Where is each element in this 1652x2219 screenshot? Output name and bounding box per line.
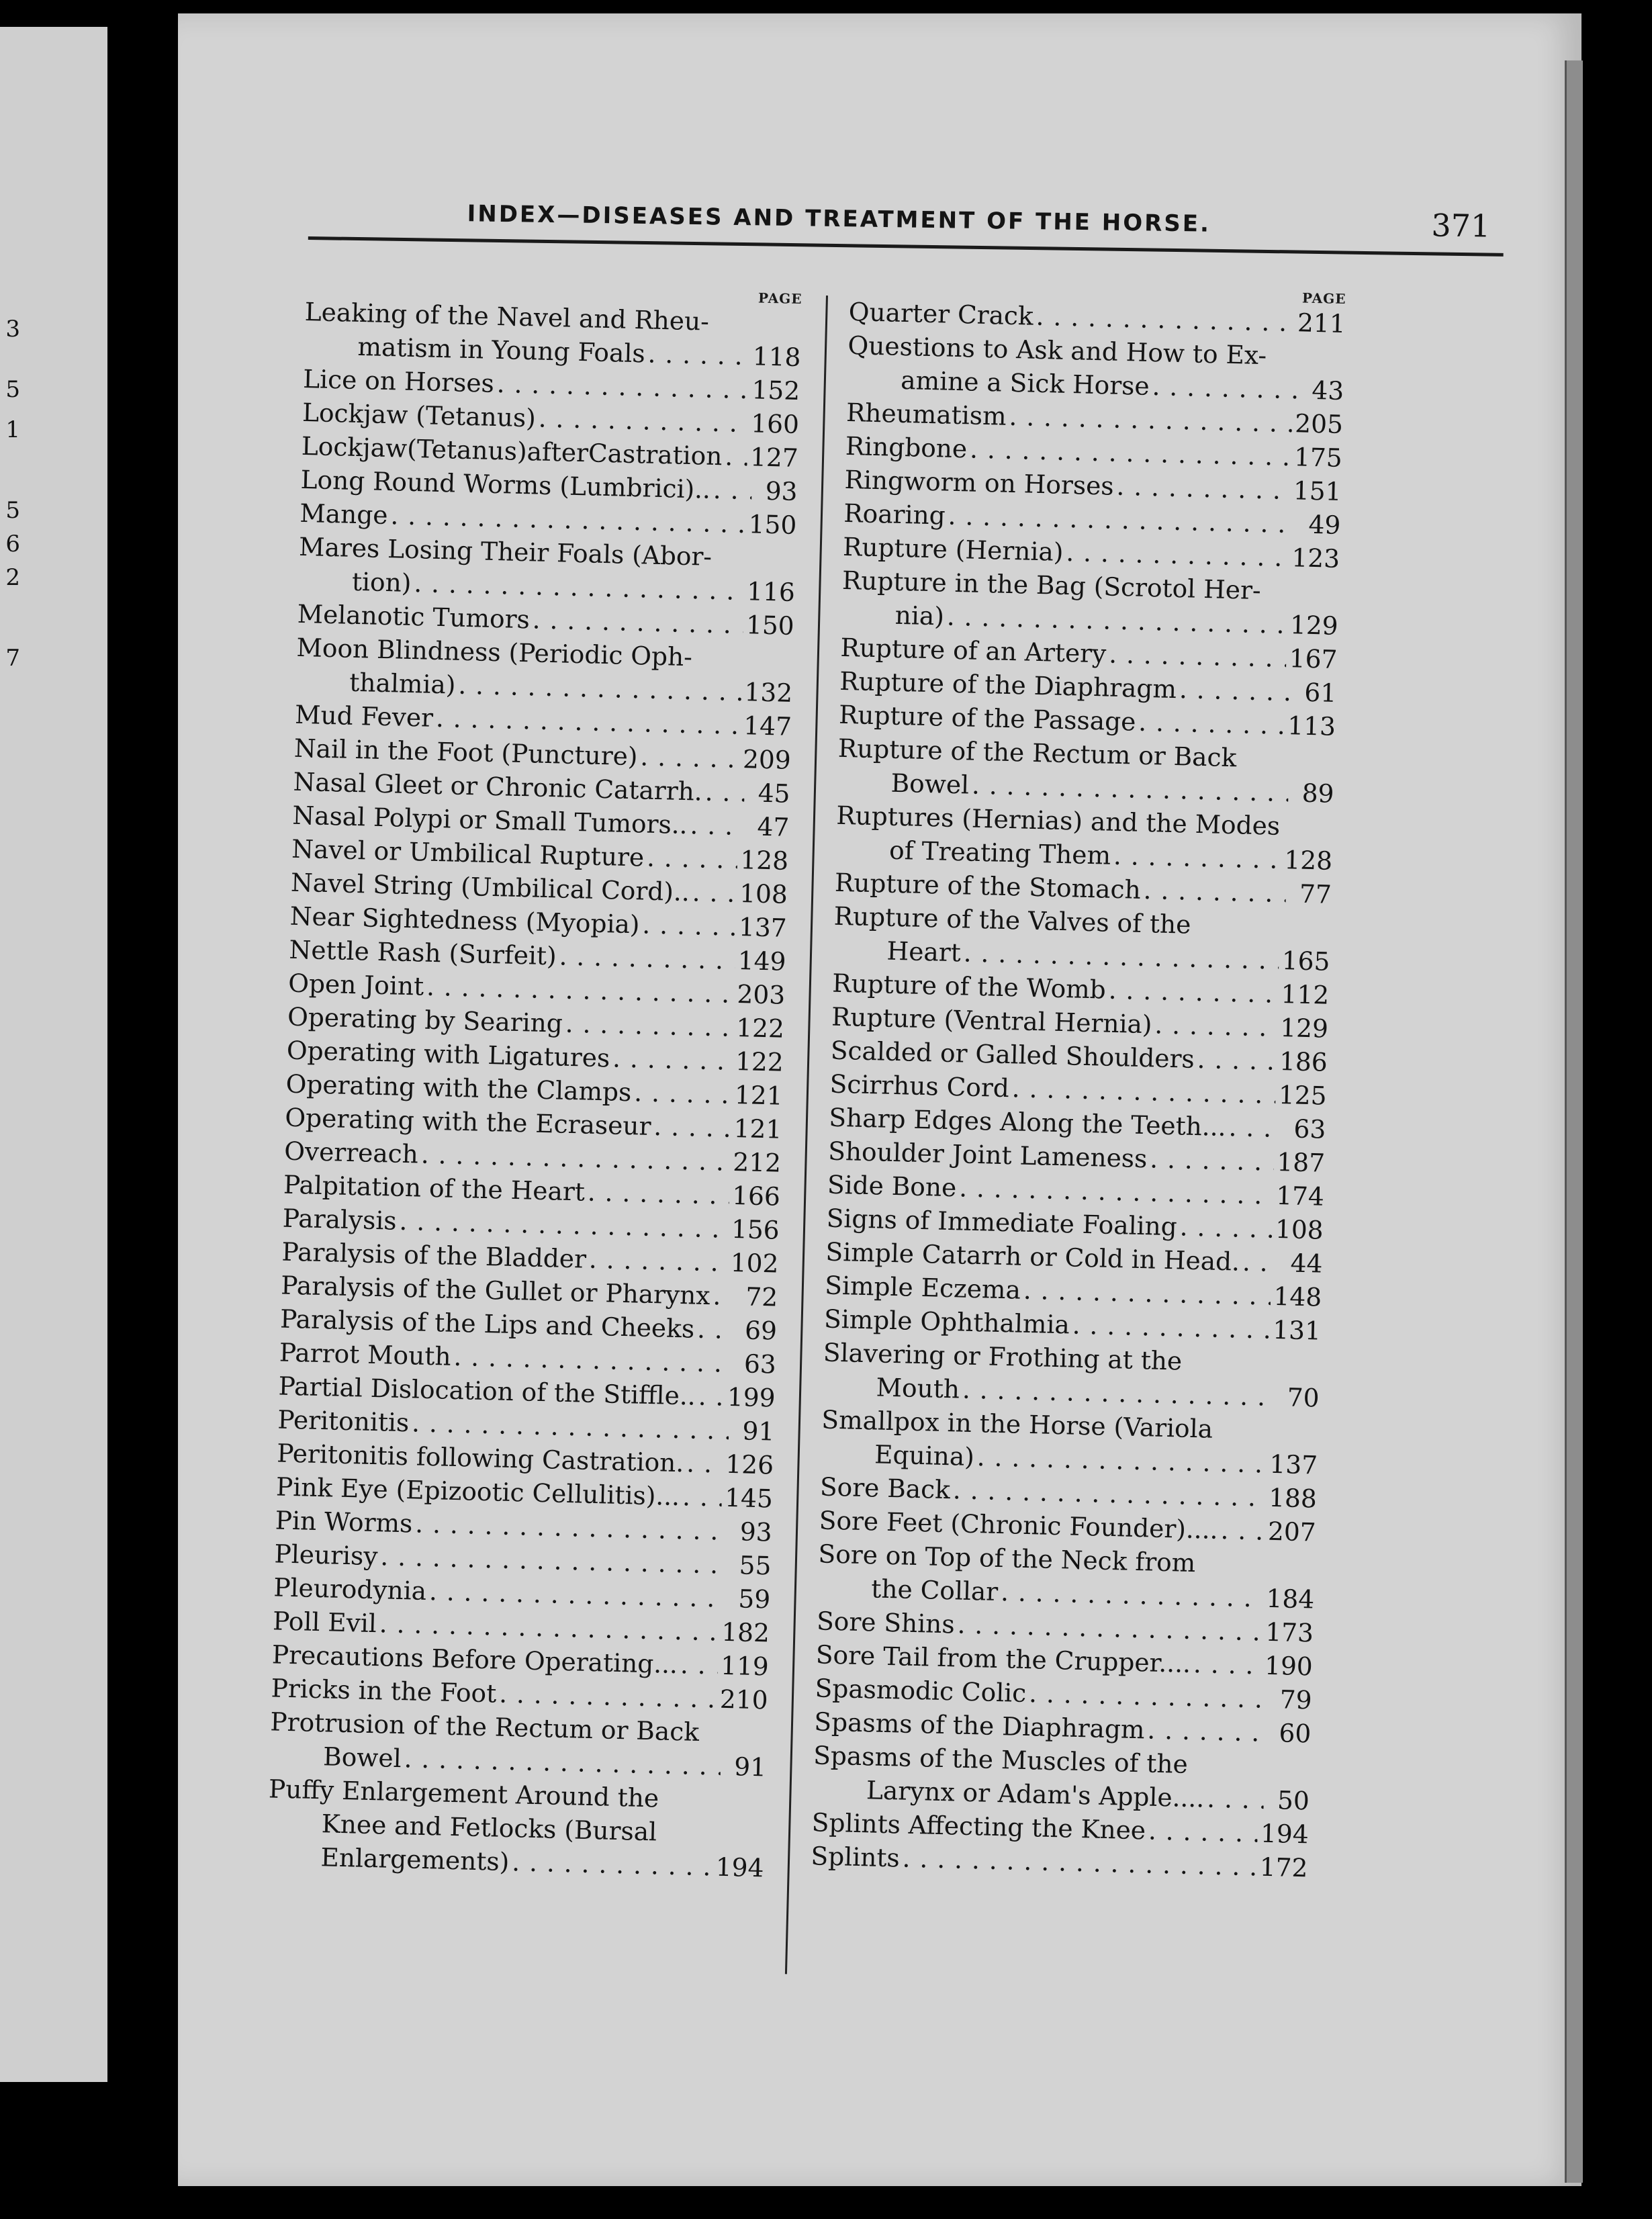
- entry-text-line: Partial Dislocation of the Stiffle..: [278, 1371, 696, 1411]
- entry-text-line: Rupture of the Stomach: [834, 867, 1142, 905]
- entry-text-line: tion): [351, 566, 412, 598]
- entry-page-number: 152: [751, 375, 800, 406]
- entry-text-line: Sore Shins: [816, 1606, 956, 1639]
- entry-page-number: 91: [733, 1752, 767, 1782]
- entry-page-number: 63: [743, 1349, 777, 1379]
- dot-leader: [1029, 1676, 1267, 1716]
- entry-page-number: 132: [744, 677, 793, 708]
- entry-text-line: Operating with Ligatures: [286, 1035, 610, 1073]
- index-column-left: [263, 279, 802, 2009]
- entry-text-line: Paralysis of the Bladder: [281, 1236, 587, 1274]
- entry-text-line: Nail in the Foot (Puncture): [293, 733, 639, 772]
- entry-text-line: Shoulder Joint Lameness: [827, 1136, 1148, 1174]
- dot-leader: [1109, 637, 1287, 675]
- entry-text-line: Simple Ophthalmia: [823, 1304, 1070, 1340]
- entry-text-line: Operating with the Ecraseur: [284, 1102, 651, 1141]
- index-entry: [847, 328, 1345, 408]
- entry-page-number: 121: [733, 1113, 782, 1144]
- entry-text-line: Mares Losing Their Foals (Abor-: [298, 531, 713, 572]
- entry-text-line: Pink Eye (Epizootic Cellulitis)...: [275, 1471, 680, 1512]
- entry-text-line: Paralysis of the Gullet or Pharynx: [280, 1270, 711, 1311]
- entry-page-number: 69: [744, 1315, 778, 1346]
- entry-page-number: 59: [737, 1584, 771, 1615]
- entry-page-number: 89: [1301, 778, 1335, 809]
- entry-page-number: 156: [731, 1214, 780, 1245]
- entry-page-number: 211: [1297, 308, 1346, 339]
- entry-text-line: Puffy Enlargement Around the: [268, 1774, 659, 1813]
- dot-leader: [713, 1279, 733, 1313]
- entry-page-number: 61: [1303, 677, 1337, 708]
- entry-page-number: 150: [748, 509, 797, 540]
- entry-page-number: 126: [725, 1449, 774, 1480]
- entry-page-number: 167: [1289, 643, 1338, 674]
- entry-text-line: Navel String (Umbilical Cord)..: [290, 867, 690, 907]
- entry-page-number: 116: [746, 576, 796, 607]
- entry-page-number: 174: [1275, 1180, 1325, 1212]
- dot-leader: [612, 1042, 733, 1078]
- index-entry: [295, 631, 794, 710]
- dot-leader: [697, 1312, 732, 1347]
- entry-page-number: 205: [1294, 408, 1344, 440]
- index-entry: [837, 731, 1335, 811]
- entry-page-number: 160: [750, 408, 800, 440]
- entry-text-line: Signs of Immediate Foaling: [826, 1203, 1178, 1242]
- entry-page-number: 128: [1283, 845, 1333, 876]
- entry-text-line: Rupture (Ventral Hernia): [831, 1001, 1153, 1040]
- dot-leader: [1152, 369, 1299, 406]
- entry-text-line: Sore Feet (Chronic Founder)....: [819, 1505, 1219, 1545]
- entry-page-number: 44: [1290, 1248, 1323, 1279]
- dot-leader: [1193, 1647, 1262, 1682]
- entry-text-line: Heart: [886, 936, 962, 968]
- entry-page-number: 194: [715, 1852, 764, 1883]
- entry-page-number: 209: [742, 744, 792, 775]
- previous-page-mark: 2: [5, 564, 20, 591]
- entry-text-line: Rupture of an Artery: [840, 632, 1107, 669]
- dot-leader: [1154, 1007, 1278, 1044]
- entry-text-line: Paralysis: [282, 1203, 398, 1236]
- dot-leader: [647, 841, 739, 876]
- dot-leader: [647, 336, 750, 373]
- entry-text-line: Poll Evil: [272, 1606, 377, 1639]
- entry-page-number: 118: [752, 341, 801, 373]
- page-number: 371: [1431, 207, 1491, 244]
- entry-text-line: Lockjaw (Tetanus): [302, 397, 537, 433]
- entry-text-line: Long Round Worms (Lumbrici)..: [300, 464, 711, 504]
- entry-text-line: Rupture in the Bag (Scrotol Her-: [841, 565, 1262, 606]
- entry-text-line: of Treating Them: [888, 835, 1111, 870]
- entry-text-line: Sore Tail from the Crupper....: [815, 1639, 1191, 1679]
- dot-leader: [1179, 672, 1291, 709]
- entry-text-line: Simple Eczema: [824, 1270, 1021, 1305]
- entry-text-line: Bowel: [890, 768, 970, 800]
- page-title: INDEX—DISEASES AND TREATMENT OF THE HORSE.: [467, 200, 1211, 238]
- entry-page-number: 137: [738, 912, 788, 943]
- index-column-right: [807, 279, 1346, 2009]
- entry-page-number: 212: [732, 1146, 782, 1178]
- dot-leader: [512, 1845, 714, 1883]
- previous-page-mark: 6: [5, 531, 20, 557]
- entry-text-line: amine a Sick Horse: [900, 365, 1150, 401]
- entry-page-number: 43: [1311, 375, 1344, 406]
- dot-leader: [1113, 839, 1282, 876]
- entry-text-line: Precautions Before Operating...: [271, 1639, 678, 1680]
- entry-text-line: Slavering or Frothing at the: [823, 1337, 1183, 1376]
- previous-page-mark: 5: [5, 376, 20, 403]
- dot-leader: [1023, 1273, 1271, 1313]
- entry-text-line: Parrot Mouth: [279, 1337, 452, 1371]
- previous-page-mark: 7: [5, 645, 20, 672]
- entry-text-line: Larynx or Adam's Apple....: [866, 1775, 1205, 1813]
- entry-text-line: thalmia): [349, 667, 456, 700]
- index-entry: [822, 1336, 1320, 1415]
- dot-leader: [496, 367, 749, 406]
- entry-text-line: Peritonitis: [277, 1404, 410, 1438]
- entry-text-line: Paralysis of the Lips and Cheeks: [279, 1304, 695, 1344]
- entry-text-line: Pleurisy: [274, 1539, 379, 1572]
- entry-page-number: 182: [721, 1617, 770, 1648]
- entry-text-line: Simple Catarrh or Cold in Head.: [825, 1236, 1240, 1277]
- dot-leader: [1066, 535, 1289, 574]
- previous-page-mark: 1: [5, 416, 20, 443]
- dot-leader: [725, 439, 748, 473]
- entry-text-line: Mud Fever: [294, 699, 434, 733]
- page-edge-shadow: [1565, 60, 1583, 2183]
- entry-page-number: 63: [1293, 1114, 1326, 1144]
- entry-page-number: 199: [727, 1382, 776, 1413]
- entry-page-number: 210: [719, 1684, 769, 1715]
- dot-leader: [653, 1110, 731, 1145]
- entry-text-line: Splints Affecting the Knee: [811, 1807, 1146, 1846]
- entry-page-number: 108: [739, 878, 788, 909]
- entry-text-line: Roaring: [843, 498, 946, 531]
- entry-text-line: Nettle Rash (Surfeit): [289, 934, 557, 971]
- dot-leader: [1150, 1142, 1275, 1179]
- entry-page-number: 203: [737, 979, 786, 1010]
- entry-text-line: Pin Worms: [275, 1505, 413, 1539]
- entry-page-number: 128: [739, 845, 789, 876]
- entry-text-line: Pleurodynia: [273, 1572, 427, 1606]
- entry-page-number: 190: [1264, 1650, 1314, 1682]
- entry-text-line: Melanotic Tumors: [297, 598, 531, 635]
- dot-leader: [634, 1075, 733, 1112]
- entry-text-line: Mouth: [876, 1372, 960, 1404]
- dot-leader: [538, 402, 749, 441]
- dot-leader: [588, 1242, 728, 1279]
- entry-text-line: Near Sightedness (Myopia): [289, 901, 641, 940]
- entry-text-line: Ringworm on Horses: [844, 464, 1115, 501]
- entry-text-line: Bowel: [322, 1741, 402, 1774]
- dot-leader: [640, 739, 741, 776]
- entry-page-number: 187: [1276, 1146, 1326, 1178]
- entry-page-number: 79: [1279, 1684, 1313, 1715]
- entry-page-number: 129: [1279, 1013, 1329, 1044]
- previous-page-mark: 3: [5, 316, 20, 343]
- entry-text-line: Scalded or Galled Shoulders: [830, 1035, 1195, 1074]
- index-entry: [833, 899, 1331, 979]
- index-entry: [267, 1772, 766, 1885]
- entry-text-line: Open Joint: [287, 968, 424, 1001]
- dot-leader: [713, 473, 752, 507]
- entry-page-number: 172: [1259, 1852, 1308, 1883]
- entry-page-number: 123: [1291, 543, 1340, 574]
- dot-leader: [686, 1446, 723, 1480]
- entry-page-number: 207: [1267, 1516, 1317, 1547]
- index-entry: [812, 1738, 1310, 1817]
- entry-text-line: Side Bone: [827, 1169, 957, 1203]
- dot-leader: [692, 875, 737, 910]
- entry-page-number: 122: [735, 1013, 785, 1044]
- entry-text-line: Pricks in the Foot: [271, 1673, 497, 1709]
- entry-page-number: 131: [1272, 1314, 1322, 1346]
- entry-text-line: Rheumatism: [845, 397, 1007, 431]
- entry-text-line: Rupture of the Valves of the: [833, 901, 1191, 940]
- entry-page-number: 184: [1266, 1583, 1315, 1615]
- dot-leader: [1220, 1513, 1266, 1548]
- entry-page-number: 148: [1273, 1281, 1322, 1312]
- entry-text-line: Spasmodic Colic: [815, 1673, 1027, 1709]
- entry-text-line: matism in Young Foals: [357, 331, 646, 369]
- index-entry: [821, 1403, 1319, 1482]
- entry-page-number: 173: [1265, 1617, 1314, 1648]
- entry-page-number: 127: [749, 442, 799, 473]
- dot-leader: [1147, 1713, 1266, 1749]
- running-header: [308, 181, 1504, 272]
- entry-text-line: Scirrhus Cord: [829, 1069, 1010, 1103]
- dot-leader: [1116, 469, 1291, 507]
- entry-page-number: 149: [737, 946, 786, 977]
- index-entry: [817, 1537, 1316, 1616]
- entry-text-line: Spasms of the Diaphragm: [813, 1707, 1146, 1745]
- entry-page-number: 194: [1260, 1818, 1310, 1850]
- entry-page-number: 77: [1299, 878, 1332, 909]
- entry-page-number: 188: [1268, 1482, 1318, 1514]
- index-entry: [304, 295, 802, 374]
- entry-page-number: 93: [739, 1516, 773, 1547]
- header-rule: [308, 236, 1504, 257]
- entry-page-number: 102: [730, 1247, 779, 1279]
- dot-leader: [680, 1647, 718, 1682]
- entry-page-number: 93: [765, 476, 798, 506]
- entry-page-number: 147: [743, 711, 792, 741]
- entry-text-line: Sore on Top of the Neck from: [818, 1539, 1196, 1578]
- entry-page-number: 50: [1277, 1785, 1310, 1816]
- entry-page-number: 122: [735, 1046, 784, 1077]
- entry-text-line: Moon Blindness (Periodic Oph-: [296, 632, 693, 672]
- entry-text-line: Sore Back: [819, 1471, 951, 1505]
- entry-page-number: 151: [1293, 476, 1342, 506]
- entry-text-line: Operating by Searing: [287, 1001, 563, 1038]
- entry-page-number: 119: [720, 1650, 770, 1682]
- entry-text-line: Ringbone: [845, 431, 968, 464]
- entry-text-line: Equina): [874, 1439, 975, 1472]
- entry-page-number: 47: [757, 811, 790, 842]
- entry-text-line: Leaking of the Navel and Rheu-: [304, 296, 710, 336]
- column-page-label: PAGE: [758, 289, 802, 308]
- entry-page-number: 55: [739, 1550, 772, 1581]
- dot-leader: [559, 940, 735, 977]
- entry-text-line: Smallpox in the Horse (Variola: [821, 1404, 1213, 1444]
- entry-page-number: 145: [724, 1482, 774, 1514]
- entry-text-line: Rupture of the Diaphragm: [839, 666, 1177, 705]
- entry-text-line: Overreach: [283, 1136, 419, 1169]
- entry-page-number: 150: [745, 610, 795, 641]
- entry-page-number: 91: [742, 1416, 775, 1447]
- entry-page-number: 112: [1281, 979, 1330, 1010]
- book-page: [178, 13, 1581, 2186]
- dot-leader: [532, 602, 743, 641]
- entry-page-number: 108: [1275, 1214, 1324, 1245]
- dot-leader: [1138, 705, 1285, 742]
- entry-text-line: Rupture (Hernia): [842, 531, 1064, 567]
- dot-leader: [704, 775, 745, 809]
- entry-text-line: Peritonitis following Castration.: [276, 1438, 684, 1478]
- entry-text-line: Lockjaw(Tetanus)afterCastration: [301, 431, 723, 471]
- entry-text-line: Protrusion of the Rectum or Back: [269, 1707, 700, 1747]
- entry-text-line: Mange: [299, 498, 389, 531]
- entry-page-number: 137: [1269, 1449, 1318, 1480]
- index-entry: [835, 799, 1334, 878]
- entry-page-number: 125: [1278, 1079, 1328, 1111]
- entry-page-number: 72: [745, 1281, 778, 1312]
- entry-page-number: 45: [758, 778, 791, 809]
- entry-text-line: Splints: [811, 1841, 901, 1873]
- dot-leader: [1242, 1245, 1277, 1279]
- entry-page-number: 129: [1289, 610, 1339, 641]
- entry-text-line: Spasms of the Muscles of the: [813, 1740, 1189, 1779]
- entry-text-line: Sharp Edges Along the Teeth...: [828, 1102, 1227, 1142]
- entry-page-number: 49: [1308, 509, 1341, 540]
- entry-text-line: Nasal Gleet or Chronic Catarrh.: [293, 766, 703, 807]
- dot-leader: [642, 908, 737, 944]
- entry-page-number: 113: [1287, 711, 1336, 741]
- entry-text-line: Enlargements): [320, 1842, 510, 1877]
- entry-page-number: 166: [731, 1180, 781, 1212]
- index-entry: [841, 563, 1339, 643]
- previous-page-edge: [0, 27, 107, 2082]
- entry-page-number: 70: [1287, 1382, 1320, 1413]
- entry-page-number: 186: [1279, 1046, 1328, 1077]
- dot-leader: [1148, 1814, 1258, 1850]
- entry-text-line: Lice on Horses: [302, 363, 495, 398]
- dot-leader: [682, 1480, 723, 1514]
- dot-leader: [1207, 1782, 1265, 1817]
- entry-text-line: Nasal Polypi or Small Tumors..: [291, 800, 688, 840]
- entry-text-line: nia): [894, 600, 945, 631]
- column-page-label: PAGE: [1301, 289, 1346, 308]
- entry-page-number: 175: [1293, 442, 1343, 473]
- entry-text-line: Palpitation of the Heart: [283, 1169, 586, 1207]
- dot-leader: [587, 1175, 730, 1212]
- dot-leader: [1072, 1308, 1271, 1347]
- dot-leader: [565, 1007, 734, 1044]
- dot-leader: [1143, 873, 1286, 910]
- entry-text-line: Rupture of the Rectum or Back: [837, 733, 1237, 773]
- dot-leader: [1108, 973, 1279, 1011]
- entry-page-number: 121: [734, 1079, 784, 1111]
- entry-text-line: Knee and Fetlocks (Bursal: [321, 1809, 657, 1847]
- dot-leader: [1197, 1042, 1277, 1078]
- dot-leader: [690, 808, 744, 843]
- entry-text-line: Navel or Umbilical Rupture: [291, 833, 645, 872]
- index-entry: [269, 1705, 768, 1784]
- entry-text-line: Quarter Crack: [848, 296, 1034, 331]
- entry-text-line: Ruptures (Hernias) and the Modes: [835, 800, 1281, 841]
- entry-text-line: Rupture of the Womb: [831, 968, 1107, 1005]
- dot-leader: [698, 1379, 725, 1414]
- previous-page-mark: 5: [5, 497, 20, 524]
- dot-leader: [1179, 1210, 1273, 1245]
- entry-text-line: Operating with the Clamps: [285, 1069, 632, 1107]
- entry-text-line: Questions to Ask and How to Ex-: [847, 330, 1267, 371]
- dot-leader: [1228, 1110, 1281, 1145]
- dot-leader: [499, 1677, 718, 1716]
- entry-text-line: Rupture of the Passage: [838, 699, 1136, 737]
- index-entry: [297, 530, 796, 609]
- entry-page-number: 60: [1279, 1718, 1312, 1749]
- entry-text-line: the Collar: [870, 1574, 999, 1606]
- entry-page-number: 165: [1281, 946, 1330, 977]
